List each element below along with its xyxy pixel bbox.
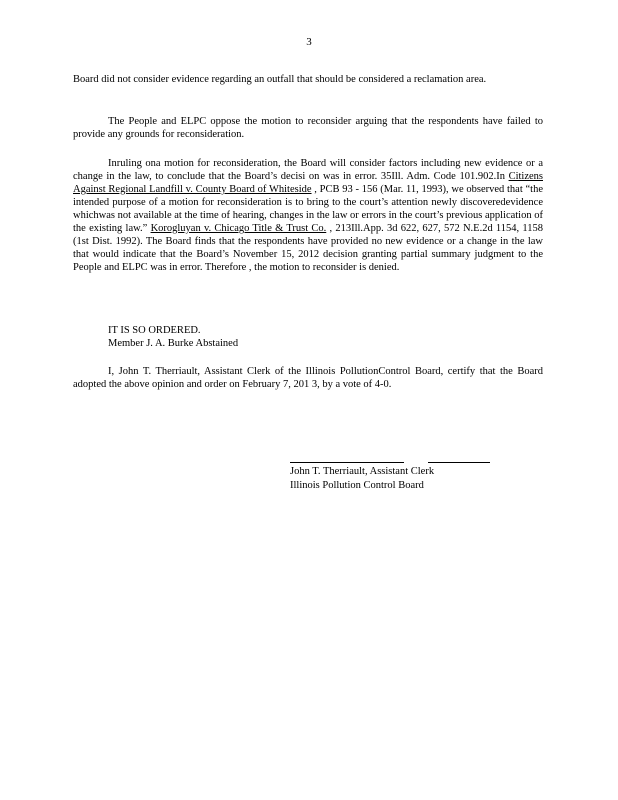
signature-line-left [290, 462, 404, 463]
signature-block [290, 465, 434, 493]
paragraph-3-text-3: , 213Ill.App. 3d 622, 627, 572 N.E.2d 1154, 1158 (1st Dist. 1992). The Board finds that the respondents have provided no new evidence or a change in the law that would indicate that the Board’s November 15, 2012 decision granting partial summary judgment to the People and ELPC was in error. Therefore , the motion to reconsider is denied. [73, 223, 544, 273]
case-citation-korogluyan: Korogluyan v. Chicago Title & Trust Co. [150, 223, 327, 234]
abstain-line: Member J. A. Burke Abstained [108, 338, 239, 349]
page-number: 3 [306, 36, 312, 48]
certification-paragraph: I, John T. Therriault, Assistant Clerk of the Illinois PollutionControl Board, certify that the Board adopted the above opinion and order on February 7, 201 3, by a vote of 4-0. [73, 366, 543, 390]
signature-name: John T. Therriault, Assistant Clerk [290, 466, 435, 477]
signature-organization: Illinois Pollution Control Board [290, 480, 424, 491]
paragraph-3 [73, 157, 543, 274]
order-block [108, 324, 238, 350]
signature-line-right [428, 462, 490, 463]
paragraph-3-text-2: , PCB 93 - 156 (Mar. 11, 1993), we observed that “the intended purpose of a motion for reconsideration is to bring to the court’s attention newly discoveredevidence whichwas not available at the time of hearing, changes in the law or errors in the court’s previous application of the existing law.” [73, 184, 543, 234]
paragraph-1: Board did not consider evidence regarding an outfall that should be considered a reclamation area. [73, 74, 487, 85]
so-ordered-line: IT IS SO ORDERED. [108, 325, 201, 336]
paragraph-3-text-1: Inruling ona motion for reconsideration, the Board will consider factors including new evidence or a change in the law, to conclude that the Board’s decisi on was in error. 35Ill. Adm. Code 101.902.In [73, 158, 543, 182]
paragraph-2: The People and ELPC oppose the motion to reconsider arguing that the respondents have failed to provide any grounds for reconsideration. [73, 116, 543, 140]
case-citation-citizens: Citizens Against Regional Landfill v. County Board of Whiteside [73, 171, 543, 195]
